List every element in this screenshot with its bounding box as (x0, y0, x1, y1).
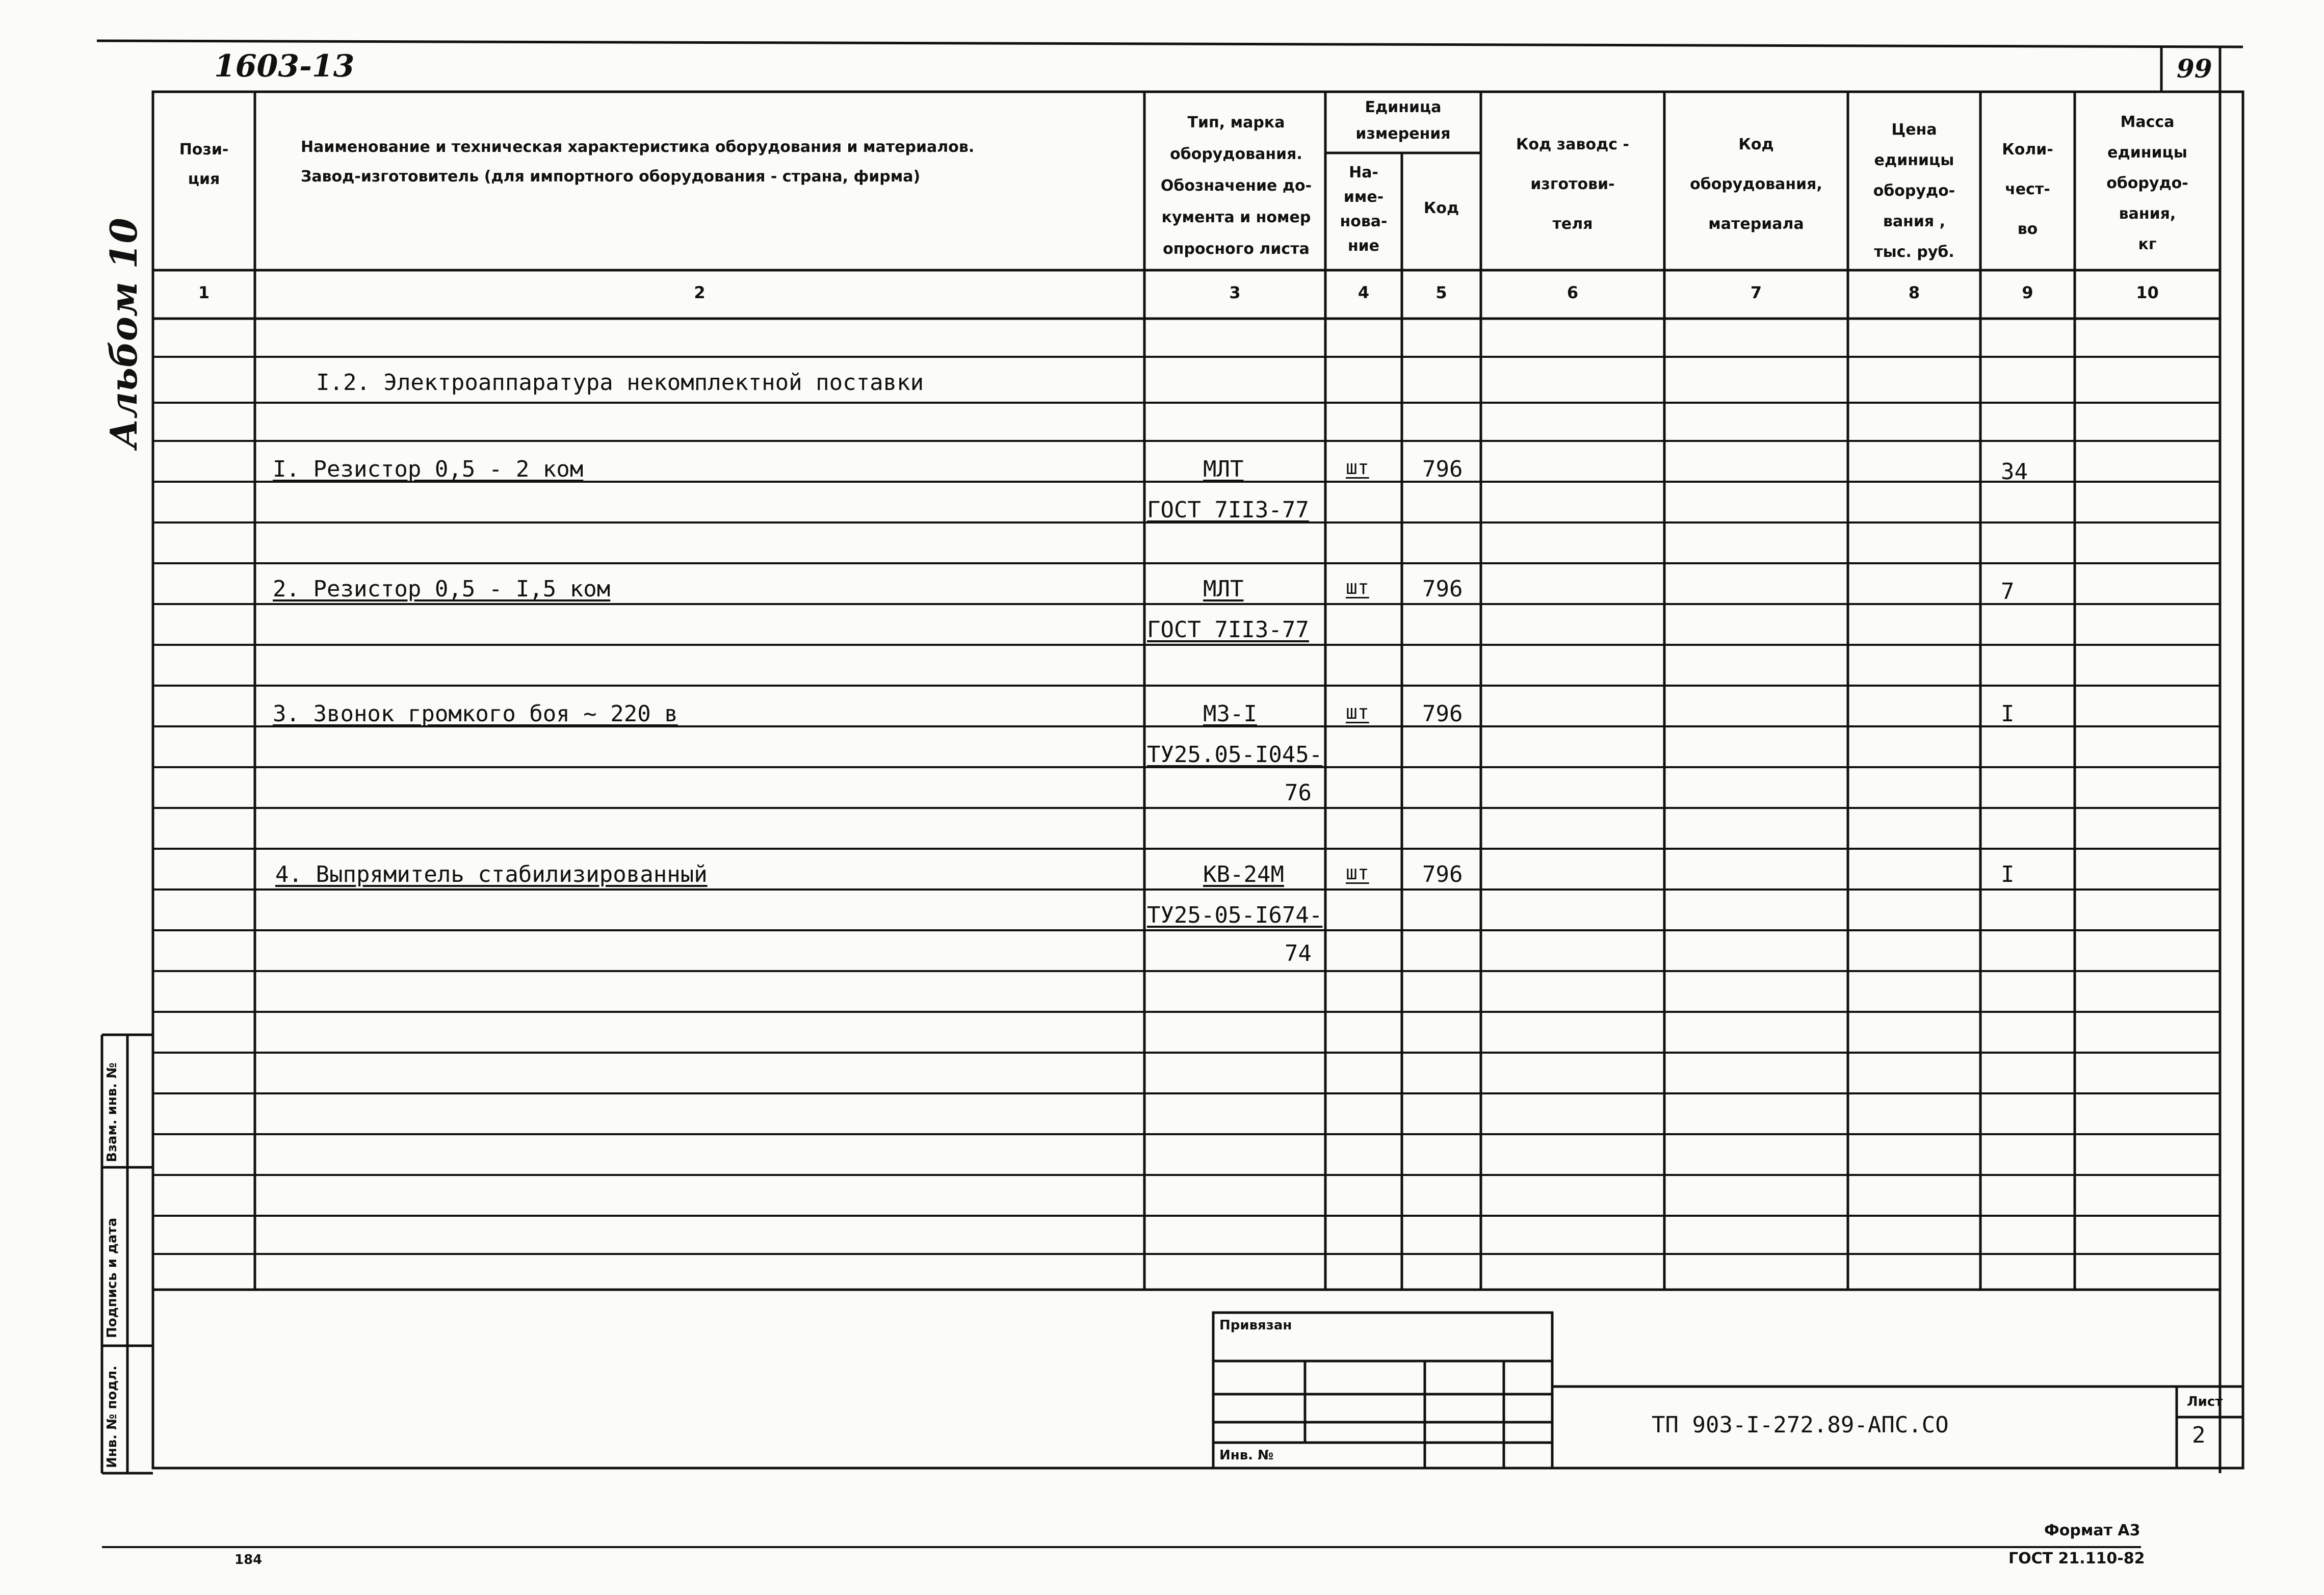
item-unit: шт (1346, 456, 1369, 479)
item-name: 2. Резистор 0,5 - I,5 ком (273, 576, 611, 602)
header-equipment-code: Код оборудования, материала (1690, 136, 1822, 233)
item-quantity: 34 (2001, 459, 2028, 485)
sheet-label: Лист (2187, 1394, 2223, 1409)
drawing-code: 1603-13 (214, 48, 355, 84)
side-stamp-inv: Инв. № подл. (105, 1365, 120, 1468)
item-unit: шт (1346, 576, 1369, 598)
item-document-cont: 76 (1285, 780, 1312, 806)
item-name: 3. Звонок громкого боя ~ 220 в (273, 701, 678, 727)
item-document: ГОСТ 7II3-77 (1147, 497, 1309, 523)
item-quantity: I (2001, 861, 2015, 887)
item-unit-code: 796 (1422, 701, 1463, 727)
item-type: МЛТ (1203, 456, 1244, 482)
item-unit: шт (1346, 701, 1369, 723)
document-code: ТП 903-I-272.89-АПС.СО (1652, 1412, 1949, 1438)
format-label: Формат А3 (2044, 1522, 2140, 1539)
album-label: Альбом 10 (102, 218, 145, 449)
header-manufacturer-code: Код заводс - изготови- теля (1516, 136, 1629, 233)
header-name: Наименование и техническая характеристика оборудования и материалов. Завод-изготовитель (для импортного оборудования - страна, фирма) (301, 138, 975, 186)
col-num-2: 2 (694, 283, 706, 302)
item-name: I. Резистор 0,5 - 2 ком (273, 456, 584, 482)
archive-number: 184 (234, 1552, 263, 1567)
page-corner-number: 99 (2177, 54, 2212, 84)
item-document: ТУ25.05-I045- (1147, 742, 1323, 768)
item-document-cont: 74 (1285, 940, 1312, 966)
header-price: Цена единицы оборудо- вания , тыс. руб. (1873, 121, 1955, 261)
col-num-1: 1 (198, 283, 210, 302)
side-stamp-replace: Взам. инв. № (105, 1062, 120, 1162)
col-num-9: 9 (2022, 283, 2033, 302)
sheet-number: 2 (2192, 1422, 2206, 1448)
stamp-inv: Инв. № (1219, 1448, 1274, 1463)
item-quantity: I (2001, 701, 2015, 727)
item-unit: шт (1346, 861, 1369, 884)
item-unit-code: 796 (1422, 576, 1463, 602)
item-quantity: 7 (2001, 579, 2015, 605)
item-document: ТУ25-05-I674- (1147, 902, 1323, 928)
item-type: КВ-24М (1203, 861, 1284, 887)
col-num-4: 4 (1357, 283, 1370, 302)
header-mass: Масса единицы оборудо- вания, кг (2106, 113, 2188, 253)
stamp-privyazan: Привязан (1219, 1318, 1292, 1333)
item-name: 4. Выпрямитель стабилизированный (275, 861, 708, 887)
side-stamp-signature: Подпись и дата (105, 1217, 120, 1338)
header-unit-code: Код (1423, 199, 1459, 217)
item-document: ГОСТ 7II3-77 (1147, 617, 1309, 643)
header-type: Тип, марка оборудования. Обозначение до- кумента и номер опросного листа (1160, 114, 1312, 258)
col-num-7: 7 (1750, 283, 1762, 302)
col-num-10: 10 (2136, 283, 2159, 302)
col-num-5: 5 (1435, 283, 1447, 302)
item-unit-code: 796 (1422, 861, 1463, 887)
header-quantity: Коли- чест- во (2002, 141, 2053, 238)
header-position: Пози- ция (179, 141, 229, 188)
header-unit: Единица измерения (1355, 98, 1451, 143)
col-num-3: 3 (1229, 283, 1241, 302)
item-type: МЗ-I (1203, 701, 1257, 727)
col-num-6: 6 (1566, 283, 1579, 302)
header-unit-name: На- име- нова- ние (1340, 164, 1388, 255)
gost-label: ГОСТ 21.110-82 (2008, 1550, 2145, 1567)
col-num-8: 8 (1908, 283, 1920, 302)
item-type: МЛТ (1203, 576, 1244, 602)
item-unit-code: 796 (1422, 456, 1463, 482)
section-title: I.2. Электроаппаратура некомплектной поставки (316, 370, 924, 396)
